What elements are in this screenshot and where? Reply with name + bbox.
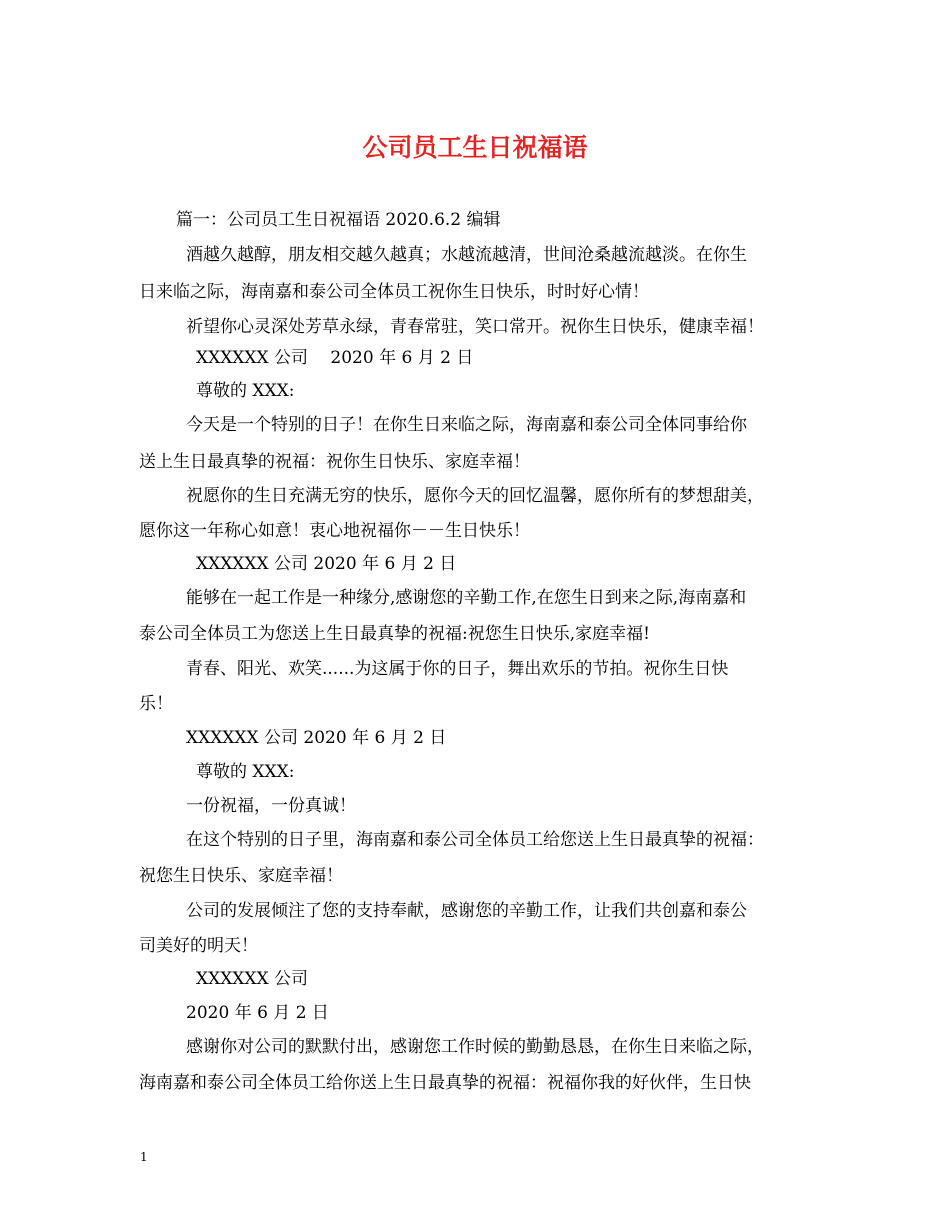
paragraph-line: 司美好的明天！ xyxy=(139,936,258,956)
signature-line: XXXXXX 公司 xyxy=(196,969,309,989)
paragraph-line: 一份祝福，一份真诚！ xyxy=(186,796,356,816)
paragraph-line: 青春、阳光、欢笑......为这属于你的日子，舞出欢乐的节拍。祝你生日快 xyxy=(186,659,729,679)
section-heading: 篇一：公司员工生日祝福语 2020.6.2 编辑 xyxy=(176,210,501,230)
paragraph-line: 感谢你对公司的默默付出，感谢您工作时候的勤勤恳恳，在你生日来临之际， xyxy=(186,1037,764,1057)
paragraph-line: 祈望你心灵深处芳草永绿，青春常驻，笑口常开。祝你生日快乐，健康幸福！ xyxy=(186,317,764,337)
page-number: 1 xyxy=(140,1150,148,1164)
document-title: 公司员工生日祝福语 xyxy=(362,133,588,162)
signature-line: XXXXXX 公司 2020 年 6 月 2 日 xyxy=(186,728,447,748)
paragraph-line: 在这个特别的日子里，海南嘉和泰公司全体员工给您送上生日最真挚的祝福： xyxy=(186,830,764,850)
paragraph-line: 今天是一个特别的日子！在你生日来临之际，海南嘉和泰公司全体同事给你 xyxy=(186,415,747,435)
date-line: 2020 年 6 月 2 日 xyxy=(186,1003,329,1023)
paragraph-line: 愿你这一年称心如意！衷心地祝福你－－生日快乐！ xyxy=(139,521,530,541)
paragraph-line: 送上生日最真挚的祝福：祝你生日快乐、家庭幸福！ xyxy=(139,452,530,472)
paragraph-line: 乐！ xyxy=(139,694,173,714)
salutation: 尊敬的 XXX: xyxy=(196,762,295,782)
paragraph-line: 祝您生日快乐、家庭幸福！ xyxy=(139,866,343,886)
signature-line: XXXXXX 公司 2020 年 6 月 2 日 xyxy=(196,348,474,368)
paragraph-line: 祝愿你的生日充满无穷的快乐，愿你今天的回忆温馨，愿你所有的梦想甜美， xyxy=(186,486,764,506)
paragraph-line: 泰公司全体员工为您送上生日最真挚的祝福:祝您生日快乐,家庭幸福! xyxy=(139,624,650,644)
paragraph-line: 海南嘉和泰公司全体员工给你送上生日最真挚的祝福：祝福你我的好伙伴，生日快 xyxy=(139,1073,751,1093)
paragraph-line: 日来临之际，海南嘉和泰公司全体员工祝你生日快乐，时时好心情！ xyxy=(139,282,649,302)
signature-line: XXXXXX 公司 2020 年 6 月 2 日 xyxy=(196,554,457,574)
salutation: 尊敬的 XXX: xyxy=(196,381,295,401)
paragraph-line: 能够在一起工作是一种缘分,感谢您的辛勤工作,在您生日到来之际,海南嘉和 xyxy=(186,588,747,608)
paragraph-line: 酒越久越醇，朋友相交越久越真；水越流越清，世间沧桑越流越淡。在你生 xyxy=(186,245,747,265)
paragraph-line: 公司的发展倾注了您的支持奉献，感谢您的辛勤工作，让我们共创嘉和泰公 xyxy=(186,901,747,921)
